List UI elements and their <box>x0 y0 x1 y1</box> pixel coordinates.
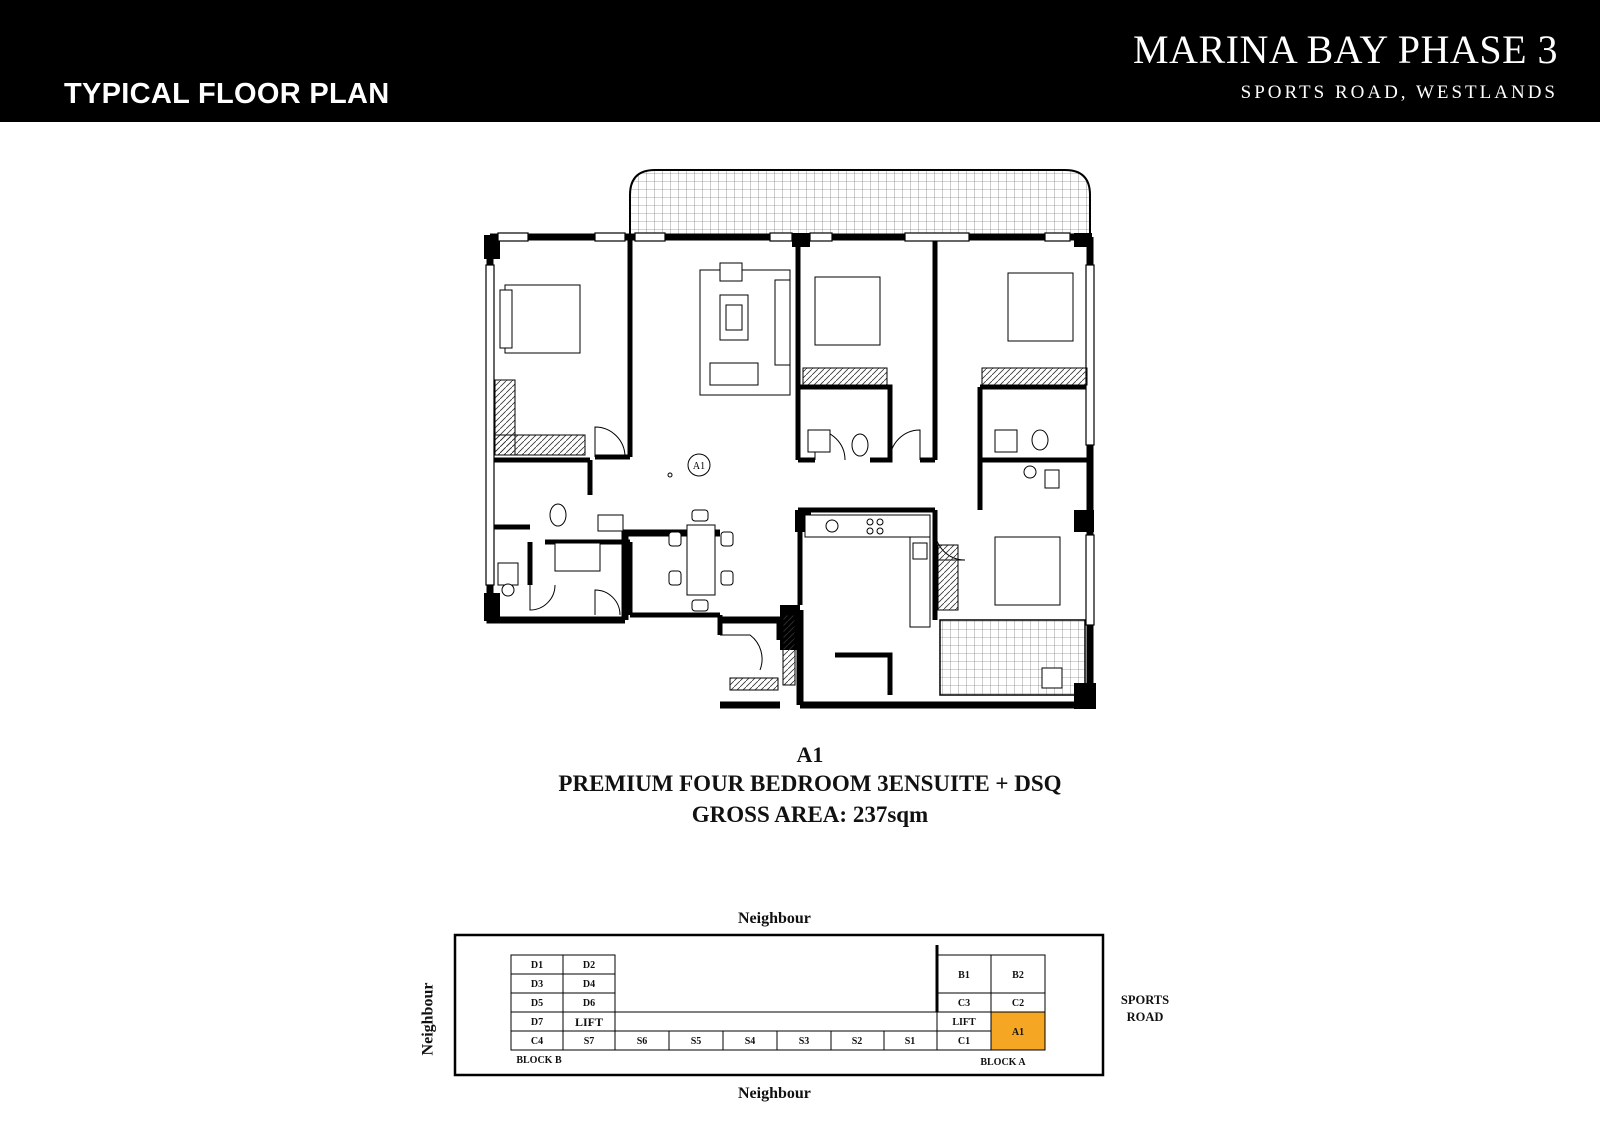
unit-type: PREMIUM FOUR BEDROOM 3ENSUITE + DSQ <box>558 771 1062 796</box>
unit-label: S3 <box>798 1036 810 1047</box>
unit-label: C2 <box>1011 998 1025 1009</box>
sports-road-line2: ROAD <box>1126 1010 1164 1024</box>
project-location: SPORTS ROAD, WESTLANDS <box>1240 82 1558 103</box>
unit-label: C1 <box>957 1036 971 1047</box>
lift-label: LIFT <box>952 1017 976 1028</box>
unit-label: D3 <box>530 979 544 990</box>
unit-label: B1 <box>958 970 970 981</box>
unit-label: A1 <box>1011 1027 1025 1038</box>
unit-tag-marker <box>688 454 710 476</box>
unit-label: D7 <box>530 1017 544 1028</box>
neighbour-left: Neighbour <box>419 982 437 1056</box>
unit-label: S2 <box>851 1036 863 1047</box>
unit-label: D6 <box>582 998 596 1009</box>
unit-label: D1 <box>530 960 544 971</box>
project-name: MARINA BAY PHASE 3 <box>1132 27 1558 72</box>
unit-label: D2 <box>582 960 596 971</box>
lift-label: LIFT <box>574 1015 604 1029</box>
neighbour-bottom: Neighbour <box>738 1085 811 1102</box>
floor-plan-drawing <box>470 165 1130 730</box>
plan-title: TYPICAL FLOOR PLAN <box>64 78 390 110</box>
unit-tag-label: A1 <box>692 461 706 472</box>
block-b-label: BLOCK B <box>516 1055 562 1066</box>
unit-label: C4 <box>530 1036 544 1047</box>
unit-label: S6 <box>636 1036 648 1047</box>
sports-road-line1: SPORTS <box>1120 993 1170 1007</box>
unit-label: C3 <box>957 998 971 1009</box>
unit-label: S5 <box>690 1036 702 1047</box>
dining-set <box>669 510 733 611</box>
block-a-label: BLOCK A <box>980 1057 1026 1068</box>
header-bar <box>0 0 1600 122</box>
unit-label: S4 <box>744 1036 756 1047</box>
living-furniture <box>668 263 790 477</box>
sports-road-label <box>1105 992 1185 1026</box>
unit-label: D5 <box>530 998 544 1009</box>
unit-label: S1 <box>904 1036 916 1047</box>
key-plan <box>418 905 1108 1105</box>
unit-code: A1 <box>796 742 824 767</box>
unit-label: B2 <box>1012 970 1024 981</box>
unit-label: S7 <box>583 1036 595 1047</box>
kitchen <box>805 515 930 627</box>
balcony-bottom-right <box>940 620 1085 695</box>
gross-area: GROSS AREA: 237sqm <box>691 802 929 827</box>
balcony-top <box>630 170 1090 237</box>
unit-label: D4 <box>582 979 596 990</box>
neighbour-top: Neighbour <box>738 910 811 927</box>
corridor-cell <box>615 1012 937 1031</box>
